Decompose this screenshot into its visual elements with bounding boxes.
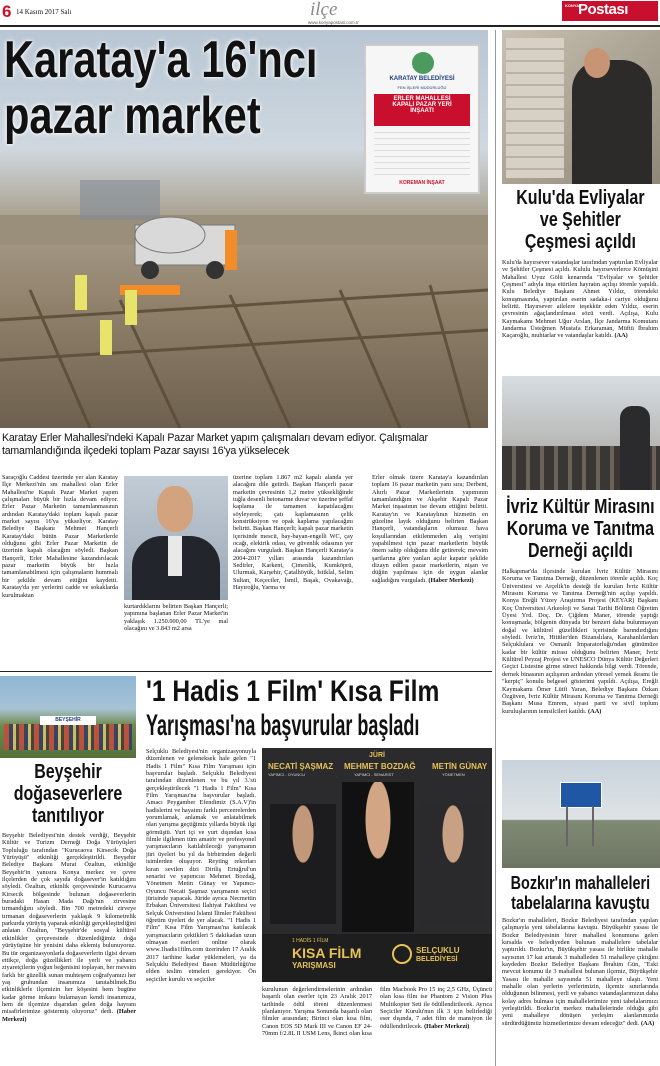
jury3-role: YÖNETMEN: [442, 772, 465, 777]
official-head: [584, 48, 610, 78]
column-divider: [495, 30, 496, 1066]
website: www.konyapostasi.com.tr: [308, 20, 359, 25]
lead-col2: kurtardıklarını belirten Başkan Hançerli; yapımına başlanan Erler Pazar Market'in yaklaşık 1.250.000,00 TL'ye mal olacağını ve 3.843 m2 arsa: [124, 603, 228, 633]
sign-subtitle: FEN İŞLERİ MÜDÜRLÜĞÜ: [397, 85, 447, 90]
masthead-small: KONYA: [565, 3, 580, 8]
issue-date: 14 Kasım 2017 Salı: [16, 8, 72, 16]
jury1-role: YAPIMCI - OYUNCU: [268, 772, 306, 777]
mayor-photo: [124, 476, 228, 600]
fountain-wall: [506, 38, 564, 178]
lead-col4-text: Erler olmak üzere Karatay'a kazandırılan toplam 16 pazar marketin yanı sıra; Derbent, Ahırlı Pazar Marketlerinin yapımının tamamlandığını ve Akşehir Kapalı Pazar Market inşaatının ise devam ettiğini belirtti. Karatay'ın ve Karataylının hizmetin en güzeline layık olduğunu belirten Başkan Hançerli, vatandaşların olumsuz hava koşullarından etkilenmeden alış verişini yapabilmesi için pazar marketlerin büyük önem sahip olduğunu dile getirerek; mevsim şartlarına göre yanları açılır kapatır şekilde dizayn edilen pazar marketlerin, nişan ve düğün yapılması için de uygun alanlar sağladığını vurguladı.: [372, 474, 488, 584]
beysehir-byline: (Haber Merkezi): [2, 1008, 136, 1023]
ivriz-byline: (AA): [588, 707, 602, 715]
official-figure: [572, 60, 652, 184]
sign-pole-right: [592, 806, 594, 846]
film-headline-2: Yarışması'na başvurular başladı: [146, 709, 420, 742]
lower-rule: [0, 671, 492, 672]
lead-col1: Saraçoğlu Caddesi üzerinde yer alan Karatay İlçe Merkezi'nin sm mahallesi olan Erler Mahallesi'ne Kapalı Pazar Market yapım çalışmaları büyük bir hızla devam ediyor. Erler Pazar Marketin tamamlanmasının ardından Karatay'daki toplam kapalı pazar market sayısı 16'ya yükseliyor. Karatay Belediye Başkanı Mehmet Hançerli Karatay'daki bütün Pazar Marketlerde olduğunu gibi Erler Pazar Marketin de üzerinin kapalı olacağını söyledi. Başkan Hançerli, Erler Mahallesine kazandırılacak pazar marketin büyük bir hızla tamamlanabilmesi için çalışmaların hummalı bir şekilde devam ettiğini kaydetti. Karatay'da yer yerlerini cadde ve sokaklarda kurulmaktan: [2, 474, 118, 599]
film-poster: [262, 748, 492, 982]
sign-pole-left: [566, 806, 568, 846]
sign-contractor: KOREMAN İNŞAAT: [399, 180, 445, 186]
bozkir-headline-2: tabelalarına kavuştu: [511, 893, 650, 913]
lead-col4: [372, 474, 488, 666]
page-number: 6: [2, 2, 12, 21]
section-title: ilçe: [310, 0, 338, 20]
bozkir-headline-1: Bozkır'ın mahalleleri: [510, 873, 651, 893]
sign-project-1: ERLER MAHALLESİ: [393, 96, 451, 102]
film-col1: Selçuklu Belediyesi'nin organizasyonuyla düzenlenen ve geleneksek hale gelen "1 Hadis 1 Film" Kısa Film Yarışması için başvurular başladı. Selçuklu Belediyesi tarafından düzenlenen ve bu yıl 3.'sü gerçekleştirilecek "1 Hadis 1 Film" Kısa Film Yarışması'na başvurular başladı. Amacı Peygamber Efendimiz (S.A.V)'in hadislerini ve hayatını farklı perceerelerden yorumlamak, anlamak ve anlatabilmek olan yarışma geçtiğimiz yıllarda büyük ilgi görmüştü. Yurt içi ve yurt dışından kısa filmle ilgilenen tüm amatör ve profesyonel yarışmacıların katılabileceği yarışmanın jüri üyeleri bu yıl da birbirinden değerli isimlerden oluşuyor. Reyting rekorları kıran sevilen dizi Diriliş Ertuğrul'un senarist ve yapımcısı Mehmet Bozdağ, Yönetmen Metin Günay ve Yapımcı-Oyuncu Necati Şaşmaz yarışmanın seçici jürisinde yapacak. Jüride ayrıca Necmettin Erbakan Üniversitesi İlahiyat Fakültesi ve Selçuk Üniversitesi İslami İlimler Fakültesi öğretim üyeleri de yer alacak. "1 Hadis 1 Film" Kısa Film Yarışması'na katılacak yarışmacıların çektikleri 5 dakikadan uzun olmayan eserleri online olarak www.1hadis1film.com üzerinden 17 Aralık 2017 tarihine kadar yüklemeleri, ya da Selçuklu Belediyesi Basın Müdürlüğü'ne elden teslim etmeleri gerekiyor. Ön seçiciler kurulu ve seçiciler: [146, 748, 256, 983]
jury1-portrait: [270, 804, 336, 924]
kulu-headline-3: Çeşmesi açıldı: [524, 231, 636, 253]
film-headline-1: '1 Hadis 1 Film' Kısa Film: [146, 675, 440, 708]
beysehir-body: [2, 832, 136, 1064]
poster-logo-top: 1 HADİS 1 FİLM: [292, 938, 329, 944]
poster-jury-label: JÜRİ: [369, 752, 385, 759]
project-sign: [364, 44, 480, 194]
jury3-name: METİN GÜNAY: [432, 762, 488, 771]
jury3-portrait: [420, 804, 486, 924]
kulu-headline-1: Kulu'da Evliyalar: [516, 187, 645, 209]
mayor-head: [157, 486, 193, 532]
hikers-banner: BEYŞEHİR: [40, 716, 96, 725]
bozkir-byline: (AA): [640, 1019, 655, 1027]
bozkir-body: [502, 917, 658, 1063]
sign-project-box: [374, 94, 470, 126]
beysehir-headline-1: Beyşehir: [34, 761, 102, 783]
lead-col3: üzerine toplam 1.867 m2 kapalı alanda yer alacağını dile getirdi. Başkan Hançerli pazar marketin çevresinin 1,2 metre yüksekliğinde tuğla desenli betonarme duvar ve üzerine şeffaf kaplama ile tamamen kapatılacağını söyleyerek; çatı kaplamasının çelik konstrüksiyon ve opak kaplama yapılacağını belirtti. Başkan Hançerli; kapalı pazar marketin içerisinde mescit, bay-bayan-engelli WC, çay ocağı, elektrik odası, ve güvenlik odasının yer alacağını vurguladı. Başkan Hançerli Karatay'a 2004-2017 yılları arasında kazandırılan Sedirler, Karkent, Çimenlik, Kumköprü, Ulurmak, Karşehir, Çatalhöyük, İstiklal, Selim Sultan, Keçeciler, İsmil, Başak, Ovakavağı, Hayıroğlu, Yarma ve: [233, 474, 353, 592]
film-col2: kurulunun değerlendirmelerinin ardından başarılı olan eserler için 23 Aralık 2017 tarihinde ödül töreni düzenlenmesi planlanıyor. Yarışma Sonunda başarılı olan filmler arasından; Birinci olan kısa film, Canon EOS 5D Mark III ve Canon EF 24-70mm f/2.8L II USM Lens, İkinci olan kısa: [262, 986, 372, 1038]
film-byline: (Haber Merkezi): [424, 1022, 470, 1030]
ivriz-body: [502, 568, 658, 752]
sign-project-3: İNŞAATI: [410, 108, 434, 114]
film-col3-text: film Macbook Pro 15 inç 2,5 GHz, Üçüncü olan kısa film ise Phantom 2 Vision Plus Multikopter Seti ile ödüllendirilecek. Ayrıca Seçiciler Kurulu'nun ilk 3 için belirlediği eser dışında, 7 adet film de mansiyon ile ödüllendirilecek.: [380, 986, 492, 1030]
film-col3: [380, 986, 492, 1064]
lead-headline-line2: pazar market: [4, 87, 261, 145]
kulu-body: [502, 259, 658, 369]
jury2-name: MEHMET BOZDAĞ: [344, 762, 416, 771]
masthead-logo: [562, 1, 658, 21]
jury2-role: YAPIMCI - SENARİST: [354, 772, 394, 777]
beysehir-headline-2: doğaseverlere: [13, 783, 123, 805]
hikers-group: [4, 724, 132, 750]
beysehir-headline-3: tanıtılıyor: [31, 805, 104, 827]
kulu-headline-2: ve Şehitler: [539, 209, 621, 231]
municipality-emblem: [412, 52, 434, 74]
speaker-figure: [620, 406, 650, 490]
road-sign: [560, 782, 602, 808]
kulu-body-text: Kulu'da hayırsever vatandaşlar tarafından yaptırılan Evliyalar ve Şehitler Çeşmesi açıldı. Kululu hayırseverlerce Kömüşini Mahallesi Uyuz Gölü kenarında "Evliyalar ve Şehitler Çeşmesi" adıyla inşa ettirilen hayratın açılışı törenle yapıldı. Kulu Belediye Başkanı Ahmet Yıldız, törendeki konuşmasında, yaptırılan eserin sadaka-i cariye olduğunu belirtti. Hayırsever ailelere teşekkür eden Yıldız, eserin çevresinin ağaçlandırılması sözü verdi. Açılışa, Kulu Kaymakamı Mehmet Uğur Arslan, İlçe Jandarma Komutanı Jandarma Üsteğmen Mustafa Erkaraman, Müftü İbrahim Kaçaroğlu, muhtarlar ve vatandaşlar katıldı.: [502, 259, 658, 340]
jury2-portrait: [342, 782, 414, 932]
kulu-photo: [502, 30, 660, 184]
beysehir-body-text: Beyşehir Belediyesi'nin destek verdiği, Beyşehir Kültür ve Turizm Derneği Doğa Yürüyüşleri Topluluğu tarafından "Kurucaova Kirsecik Doğa Yürüyüşü" etkinliği gerçekleştirildi. Beyşehir Belediye Başkanı Murat Özaltun, etkinliğe Beyşehir'in yanısıra Konya merkez ve çevre ilçelerden de çok sayıda doğasever'in katıldığını söyledi. Özaltun, etkinlik çerçevesinde Kurucaova Kirsecik bölgesinde bulunan doğaseverlerin buradaki Hasan Mada Dağı'nın zirvesine tırmandığını söyledi. Bin 700 metredeki zirveye tırmanan doğaseverlerin yaklaşık 9 kilometrelik parkurda yürüyüş yaparak etkinliği gerçekleştirdiğini anlatan Özaltun, "Beyşehir'de sosyal kültürel etkinlikler çerçevesinde düzenlediğimiz doğa yürüyüşüne bir yenisini daha eklemiş bulunuyoruz. Bu tür organizasyonlarla doğaseverlerin ilgisi devam ettikçe, doğa güzellikleri ile yerli ve yabancı ziyaretçilerin yoğun beğenisini toplayan, her mevsim farklı bir güzellik sunan muhteşem coğrafyamızı her yaş grubundan insanımıza tanıtabilmek.Bu etkinliklerle ilçemizin her köşesini hem bugüne kadar görme imkanı bulamayan kendi insanımıza, hem de ilçemize dışarıdan gelen doğa hayranı misafirlerimize göstermiş oluyoruz" dedi.: [2, 832, 136, 1016]
sign-details: [374, 132, 470, 176]
sign-project-2: KAPALI PAZAR YERİ: [392, 102, 452, 108]
poster-org: SELÇUKLU: [416, 946, 460, 955]
ivriz-headline-3: Derneği açıldı: [527, 540, 633, 562]
lead-deck: Karatay Erler Mahallesi'ndeki Kapalı Pazar Market yapım çalışmaları devam ediyor. Çalışmalar tamamlandığında ilçedeki toplam Pazar sayısı 16'ya yükselecek: [2, 432, 428, 457]
bozkir-photo: [502, 760, 660, 868]
selcuklu-emblem: [392, 944, 412, 964]
ivriz-headline-1: İvriz Kültür Mirasını: [506, 496, 655, 518]
ivriz-headline-2: Koruma ve Tanıtma: [506, 518, 655, 540]
poster-logo-sub: YARIŞMASI: [292, 961, 336, 970]
bozkir-body-text: Bozkır'ın mahalleleri, Bozkır Belediyesi tarafından yapılan çalışmayla yeni tabelalarına kavuştu. Büyükşehir yasası ile Bozkır Belediyesinin birer mahallesi konumuna gelen kırsalda ve belediyeden bulunan mahallelere tabelalar yaptırıldı. Bozkır'ın, Büyükşehir yasası ile birlikte mahalle sayısının 17 kat artarak 3 mahalleden 51 mahalleye çıktığını kaydeden Bozkır Belediye Başkanı İbrahim Gün, "Eski mevcut konumu ile 3 mahallesi bulunan ilçemiz, Büyükşehir Yasası ile mahalle sayısında 51 mahalleye ulaştı. Yeni mahalle olan yerlerin yerlerimizin, ilçemiz sınırlarında olduğunun bilinmesi, yerli ve yabancı vatandaşlarımızın daha kolay adres bulması için mahallelerimize yeni tabelalarımızı yerleştirildi. Bozkır'ın merkez mahallelerinde olduğu gibi yeni mahalleye dönüşen yerleşim alanlarımızda sürdürdüğümüz hizmetlerimize devam edeceğiz" dedi.: [502, 917, 658, 1027]
lead-byline: (Haber Merkezi): [428, 576, 474, 584]
hikers-photo: [0, 676, 136, 758]
poster-org-sub: BELEDİYESİ: [416, 956, 458, 963]
lead-headline-line1: Karatay'a 16'ncı: [4, 31, 318, 89]
kulu-byline: (AA): [614, 332, 628, 340]
ivriz-photo: [502, 376, 660, 490]
mayor-shirt: [168, 536, 182, 576]
poster-logo-main: KISA FİLM: [292, 945, 362, 961]
jury1-name: NECATİ ŞAŞMAZ: [268, 762, 334, 771]
masthead-brand: Postası: [578, 1, 628, 18]
sign-title: KARATAY BELEDİYESİ: [389, 76, 455, 82]
ivriz-body-text: Halkapınar'da ilçesinde kurulan İvriz Kültür Mirasını Koruma ve Tanıtma Derneği, düzenlenen törenle açıldı. Koç Üniversitesi ve Arçelik'in desteği ile kurulan İvriz Kültür Mirasını Koruma ve Tanıtma Derneği'nin açılışı yapıldı. Konya Ereğli Yüzey Araştırma Projesi (KEYAR) Başkanı Koç Üniversitesi Arkeoloji ve Sanat Tarihi Bölümü Öğretim Üyesi Yrd. Doç. Dr. Çiğdem Maner, törende yaptığı konuşmada, bölgenin dünyada bir benzeri daha bulunmayan doğal ve kültürel güzellikleri içerisinde barındırdığını söyledi. İvriz'in, Hititler'den Bizanslılara, Karahanlılardan Selçuklulara ve Osmanlı İmparatorluğu'ndan günümüze kadar bir kültür mirası olduğunu belirten Maner, İvriz Kültürel Peyzaj Projesi ve UNESCO Dünya Kültür Değerleri Geçici Listesine girme süreci hakkında bilgi verdi. Törende, dernek binasının açılışının ardından yöresel yemek ikramı ile "kerpiç" konulu belgesel gösterimi yapıldı. Açılışa, Ereğli Kaymakamı Ömer Lütfi Yaran, Belediye Başkanı Özkan Özgüven, İvriz Kültür Mirasını Koruma ve Tanıtma Derneği Başkanı Musa Emrem, siyasi parti ve sivil toplum kuruluşlarının temsilcileri katıldı.: [502, 568, 658, 715]
header-rule: [0, 25, 660, 27]
